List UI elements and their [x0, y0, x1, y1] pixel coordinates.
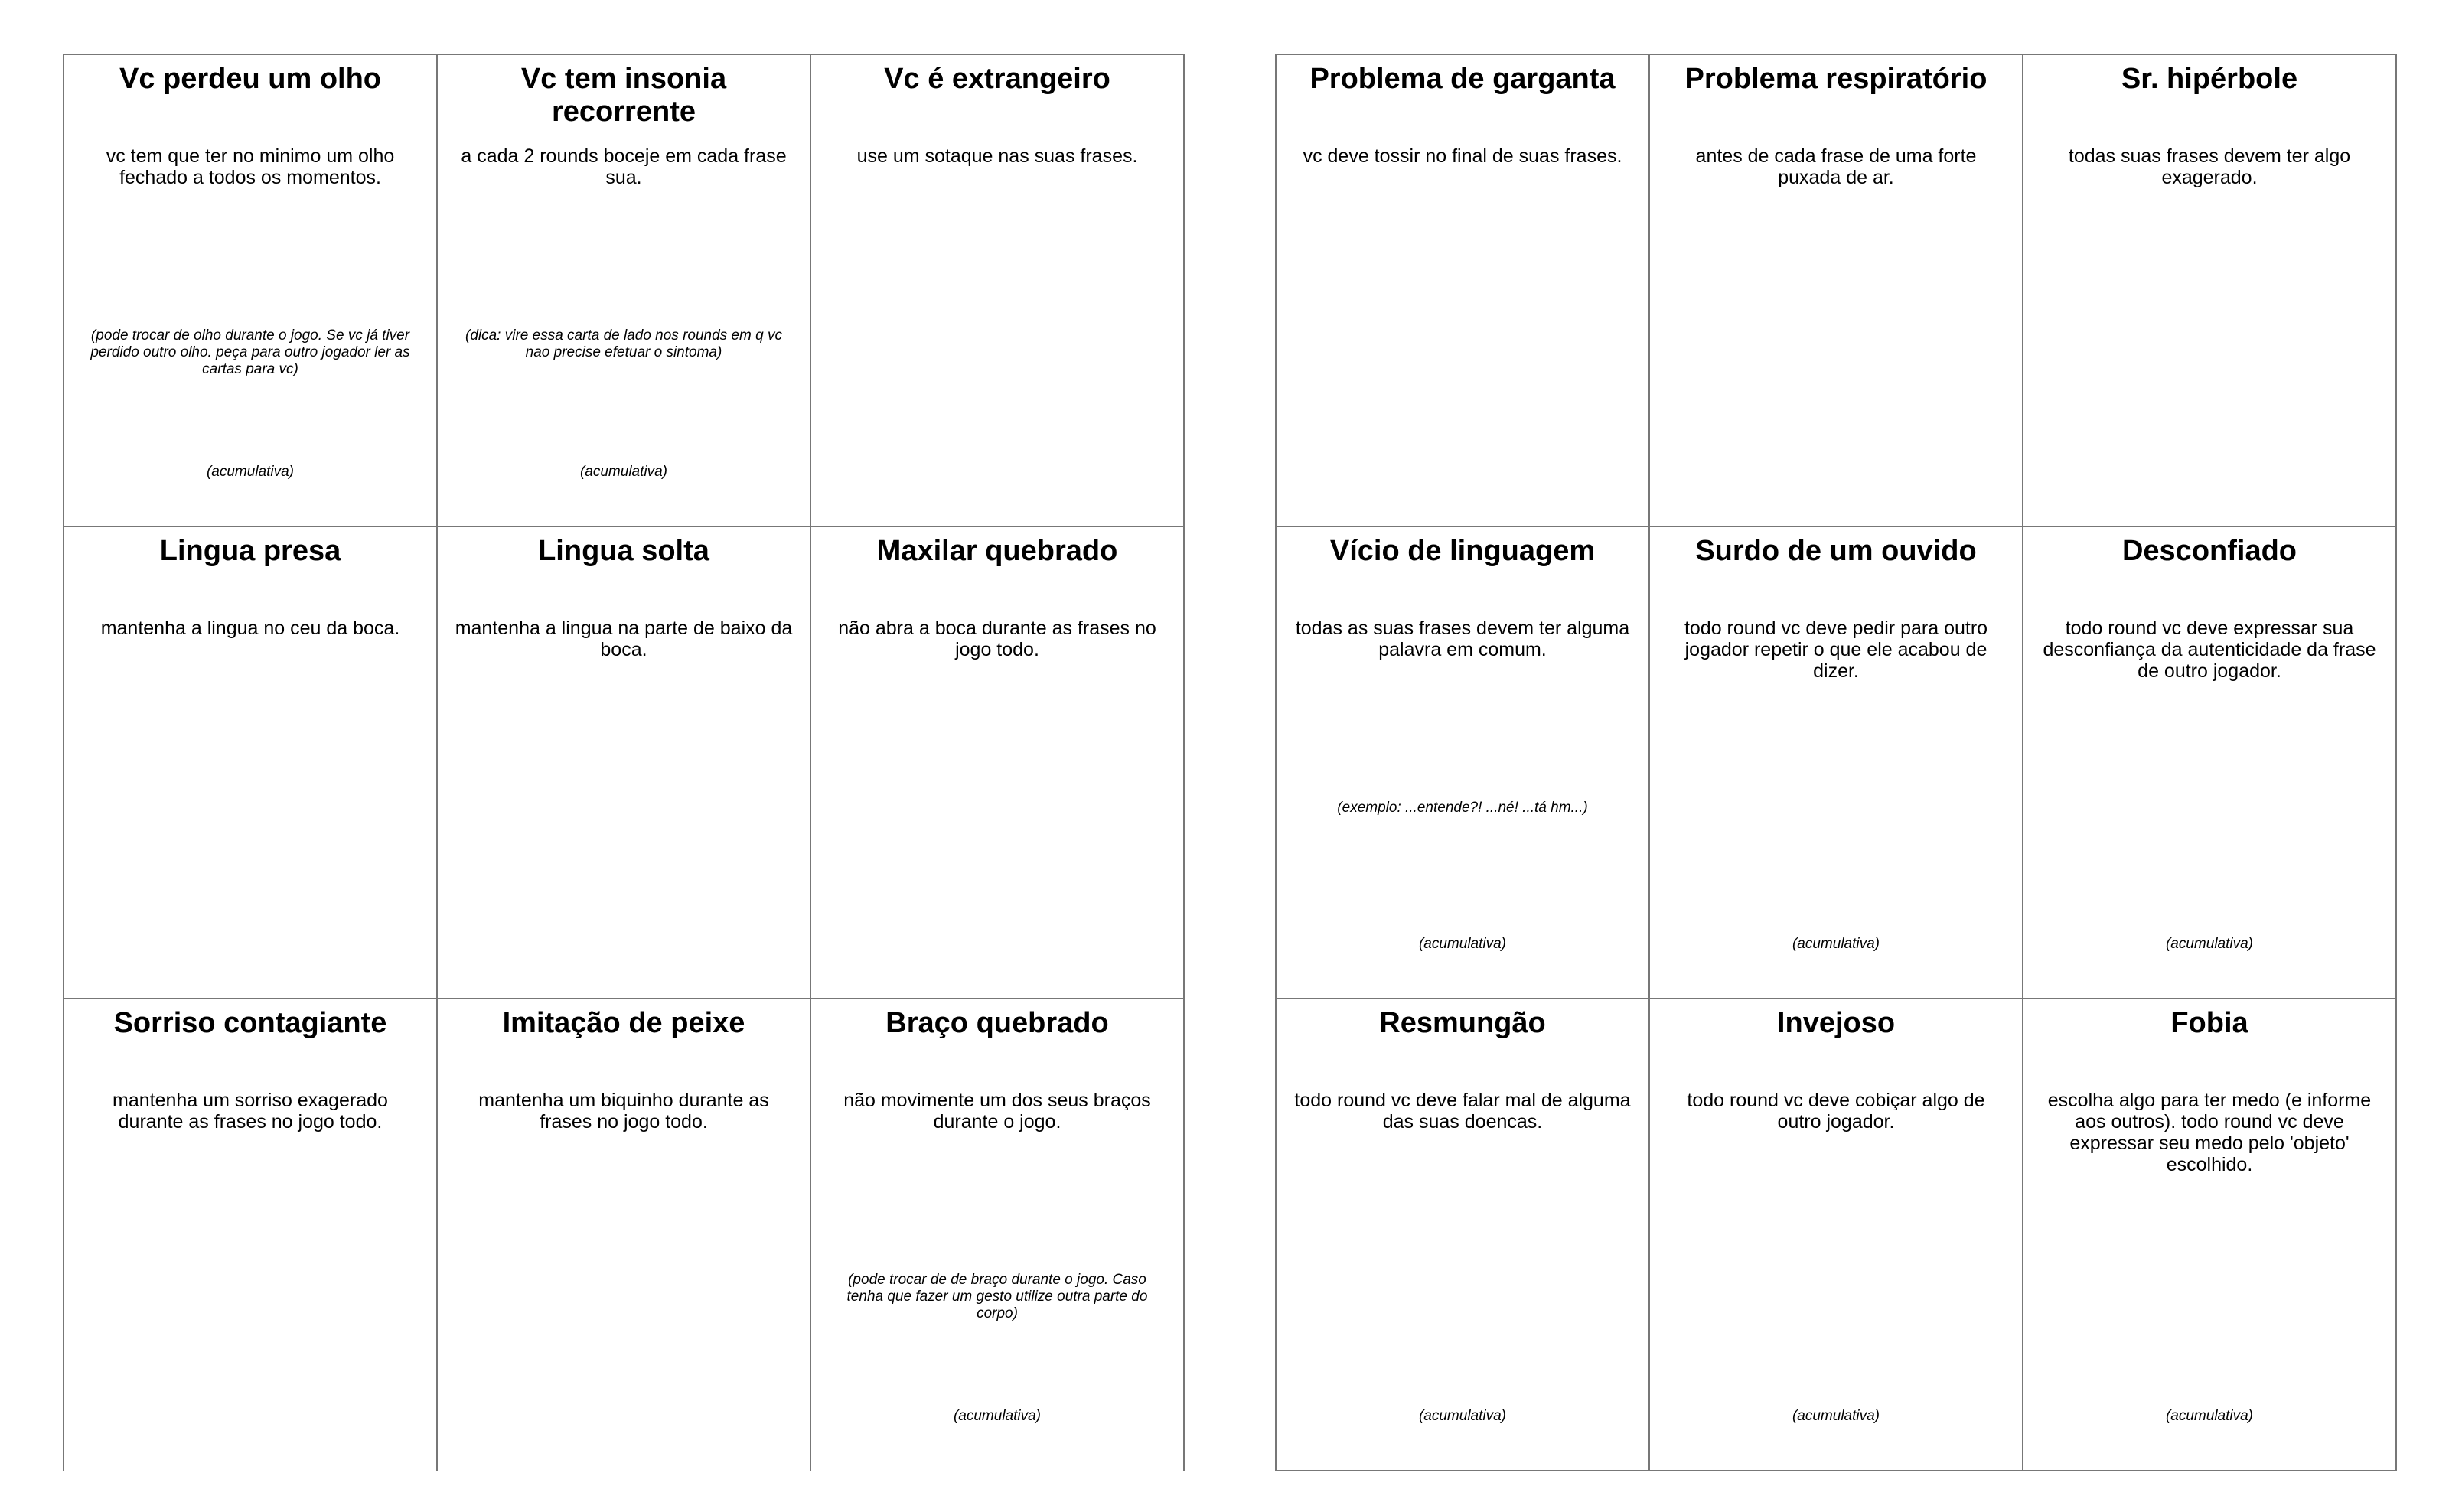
card-description: todas suas frases devem ter algo exagerado. — [2068, 145, 2351, 188]
card-accumulative-tag: (acumulativa) — [206, 464, 295, 480]
card-description: vc tem que ter no minimo um olho fechado a todos os momentos. — [106, 145, 395, 188]
card-description: mantenha um sorriso exagerado durante as frases no jogo todo. — [113, 1090, 388, 1132]
card-accumulative-tag: (acumulativa) — [1792, 936, 1880, 952]
card-accumulative-tag: (acumulativa) — [2165, 936, 2254, 952]
card-description: todo round vc deve falar mal de alguma das suas doencas. — [1294, 1090, 1631, 1132]
card-title: Vc perdeu um olho — [119, 63, 382, 95]
card-description: mantenha um biquinho durante as frases no jogo todo. — [478, 1090, 769, 1132]
card-title: Maxilar quebrado — [876, 535, 1118, 567]
card — [438, 55, 811, 527]
card-title: Sr. hipérbole — [2121, 63, 2298, 95]
card — [1650, 999, 2023, 1471]
card-description: não movimente um dos seus braços durante o jogo. — [843, 1090, 1151, 1132]
card-title: Imitação de peixe — [502, 1007, 745, 1039]
card-hint: (dica: vire essa carta de lado nos rounds em q vc nao precise efetuar o sintoma) — [465, 327, 782, 360]
card-description: a cada 2 rounds boceje em cada frase sua. — [461, 145, 787, 188]
card-sheet-right — [1275, 54, 2397, 1471]
card-title: Sorriso contagiante — [113, 1007, 387, 1039]
card — [2023, 999, 2397, 1471]
card-sheet-left — [63, 54, 1185, 1471]
card-accumulative-tag: (acumulativa) — [579, 464, 668, 480]
card-title: Fobia — [2170, 1007, 2248, 1039]
card-description: antes de cada frase de uma forte puxada de ar. — [1695, 145, 1977, 188]
card — [1277, 527, 1650, 999]
card — [2023, 527, 2397, 999]
card-accumulative-tag: (acumulativa) — [2165, 1408, 2254, 1424]
card-hint: (pode trocar de olho durante o jogo. Se vc já tiver perdido outro olho. peça para outro jogador ler as cartas para vc) — [90, 327, 410, 377]
card — [2023, 55, 2397, 527]
card-accumulative-tag: (acumulativa) — [1418, 936, 1507, 952]
card-description: escolha algo para ter medo (e informe aos outros). todo round vc deve expressar seu medo pelo 'objeto' escolhido. — [2047, 1090, 2372, 1175]
card-description: todo round vc deve cobiçar algo de outro jogador. — [1687, 1090, 1985, 1132]
card — [64, 527, 438, 999]
card-description: não abra a boca durante as frases no jogo todo. — [838, 618, 1156, 660]
card-title: Desconfiado — [2121, 535, 2297, 567]
card — [1277, 55, 1650, 527]
card-title: Braço quebrado — [885, 1007, 1109, 1039]
card-title: Problema de garganta — [1309, 63, 1616, 95]
card — [811, 999, 1185, 1471]
card-description: mantenha a lingua no ceu da boca. — [100, 618, 400, 639]
card-description: todo round vc deve pedir para outro jogador repetir o que ele acabou de dizer. — [1684, 618, 1988, 682]
card-description: vc deve tossir no final de suas frases. — [1303, 145, 1622, 167]
card-description: todo round vc deve expressar sua desconfiança da autenticidade da frase de outro jogador. — [2043, 618, 2376, 682]
card-title: Problema respiratório — [1684, 63, 1988, 95]
card-title: Lingua presa — [159, 535, 341, 567]
card — [64, 55, 438, 527]
card — [811, 55, 1185, 527]
card-hint: (pode trocar de de braço durante o jogo. Caso tenha que fazer um gesto utilize outra parte do corpo) — [846, 1272, 1148, 1321]
card — [64, 999, 438, 1471]
card-title: Resmungão — [1379, 1007, 1546, 1039]
card — [1277, 999, 1650, 1471]
card-accumulative-tag: (acumulativa) — [953, 1408, 1042, 1424]
card-accumulative-tag: (acumulativa) — [1418, 1408, 1507, 1424]
card — [811, 527, 1185, 999]
card-accumulative-tag: (acumulativa) — [1792, 1408, 1880, 1424]
card-hint: (exemplo: ...entende?! ...né! ...tá hm...) — [1337, 800, 1588, 816]
card-title: Vc é extrangeiro — [884, 63, 1110, 95]
card-title: Surdo de um ouvido — [1695, 535, 1977, 567]
card — [438, 527, 811, 999]
card — [1650, 55, 2023, 527]
card-description: use um sotaque nas suas frases. — [856, 145, 1138, 167]
card — [438, 999, 811, 1471]
card-title: Vício de linguagem — [1329, 535, 1596, 567]
card-description: todas as suas frases devem ter alguma palavra em comum. — [1295, 618, 1630, 660]
card-title: Vc tem insonia recorrente — [520, 63, 727, 128]
card-description: mantenha a lingua na parte de baixo da boca. — [455, 618, 793, 660]
card — [1650, 527, 2023, 999]
card-title: Lingua solta — [538, 535, 709, 567]
card-title: Invejoso — [1776, 1007, 1896, 1039]
